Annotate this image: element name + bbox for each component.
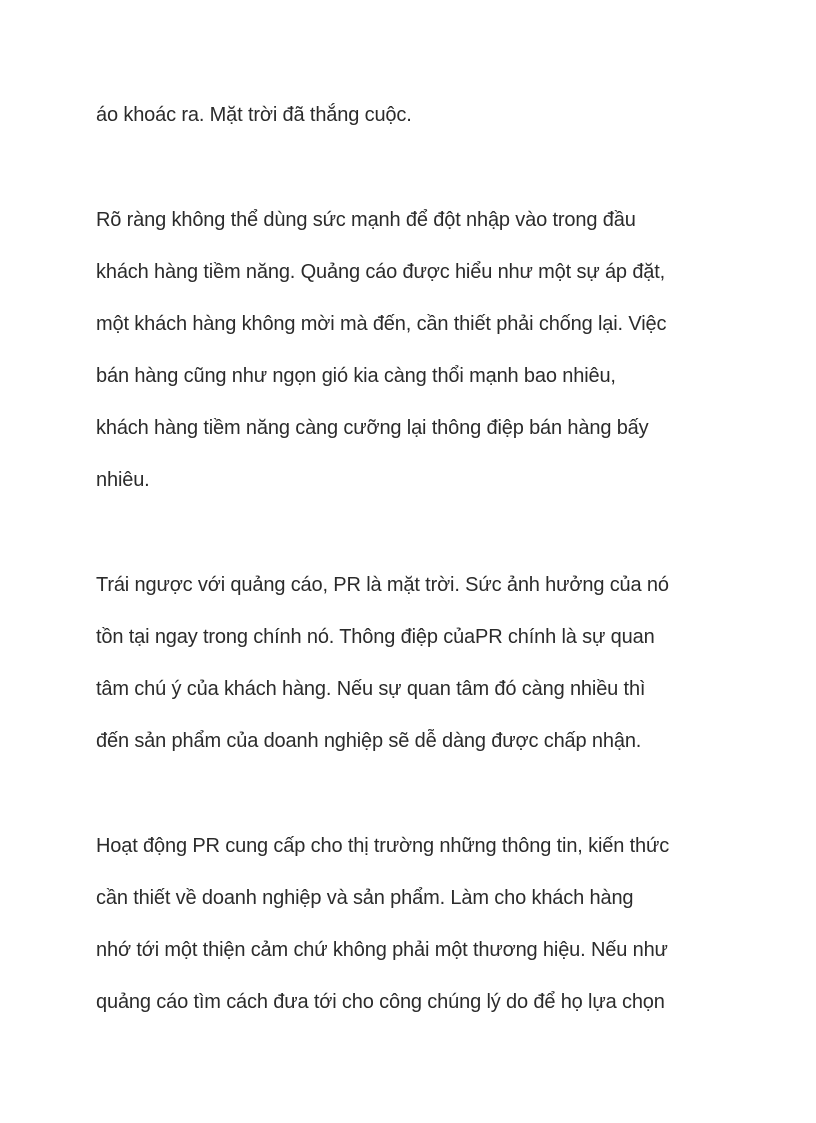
paragraph-4-line-4: quảng cáo tìm cách đưa tới cho công chúng lý do để họ lựa chọn [96, 991, 665, 1013]
paragraph-1-line-1: áo khoác ra. Mặt trời đã thắng cuộc. [96, 104, 412, 126]
paragraph-4-line-1: Hoạt động PR cung cấp cho thị trường những thông tin, kiến thức [96, 835, 670, 857]
paragraph-2-line-1: Rõ ràng không thể dùng sức mạnh để đột nhập vào trong đầu [96, 209, 636, 231]
paragraph-2-line-3: một khách hàng không mời mà đến, cần thiết phải chống lại. Việc [96, 313, 667, 335]
paragraph-3-line-2: tồn tại ngay trong chính nó. Thông điệp củaPR chính là sự quan [96, 626, 655, 648]
paragraph-3-line-4: đến sản phẩm của doanh nghiệp sẽ dễ dàng được chấp nhận. [96, 730, 642, 752]
paragraph-3-line-1: Trái ngược với quảng cáo, PR là mặt trời. Sức ảnh hưởng của nó [96, 574, 669, 596]
paragraph-2-line-5: khách hàng tiềm năng càng cưỡng lại thông điệp bán hàng bấy [96, 417, 649, 439]
paragraph-4-line-3: nhớ tới một thiện cảm chứ không phải một thương hiệu. Nếu như [96, 939, 668, 961]
paragraph-3-line-3: tâm chú ý của khách hàng. Nếu sự quan tâm đó càng nhiều thì [96, 678, 646, 700]
paragraph-2-line-4: bán hàng cũng như ngọn gió kia càng thổi mạnh bao nhiêu, [96, 365, 616, 387]
paragraph-4-line-2: cần thiết về doanh nghiệp và sản phẩm. Làm cho khách hàng [96, 887, 634, 909]
paragraph-2-line-2: khách hàng tiềm năng. Quảng cáo được hiểu như một sự áp đặt, [96, 261, 666, 283]
paragraph-2-line-6: nhiêu. [96, 469, 150, 491]
